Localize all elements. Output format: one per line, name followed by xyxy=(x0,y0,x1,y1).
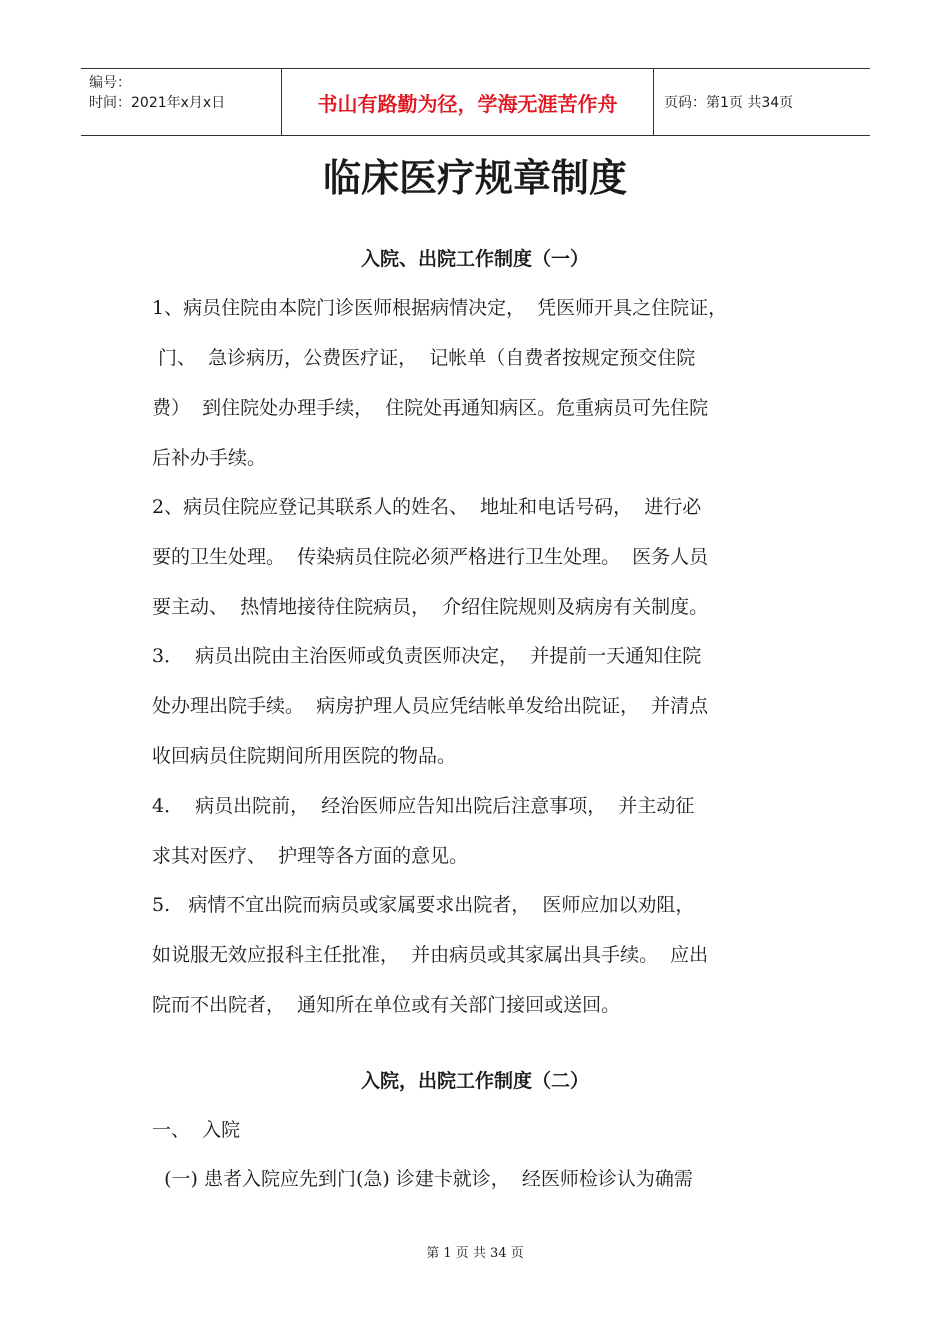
body-line: 5. 病情不宜出院而病员或家属要求出院者， 医师应加以劝阻， xyxy=(152,894,695,916)
body-line: (一) 患者入院应先到门(急) 诊建卡就诊， 经医师检诊认为确需 xyxy=(152,1168,693,1190)
time-label: 时间：2021年x月x日 xyxy=(89,95,226,111)
body-line: 一、 入院 xyxy=(152,1119,241,1141)
document-title: 临床医疗规章制度 xyxy=(322,155,627,200)
number-label: 编号： xyxy=(89,75,131,91)
body-line: 费） 到住院处办理手续， 住院处再通知病区。危重病员可先住院 xyxy=(152,397,709,419)
body-line: 3． 病员出院由主治医师或负责医师决定， 并提前一天通知住院 xyxy=(152,645,702,667)
body-line: 处办理出院手续。 病房护理人员应凭结帐单发给出院证， 并清点 xyxy=(152,695,709,717)
header-table xyxy=(81,68,870,136)
header-left-cell xyxy=(81,69,281,135)
body-line: 求其对医疗、 护理等各方面的意见。 xyxy=(152,845,469,867)
body-line: 收回病员住院期间所用医院的物品。 xyxy=(152,745,457,767)
body-line: 要主动、 热情地接待住院病员， 介绍住院规则及病房有关制度。 xyxy=(152,596,709,618)
motto: 书山有路勤为径，学海无涯苦作舟 xyxy=(281,69,654,135)
body-line: 1、病员住院由本院门诊医师根据病情决定， 凭医师开具之住院证， xyxy=(152,297,728,319)
body-line: 2、病员住院应登记其联系人的姓名、 地址和电话号码， 进行必 xyxy=(152,496,702,518)
page-footer: 第 1 页 共 34 页 xyxy=(426,1246,524,1261)
body-line: 要的卫生处理。 传染病员住院必须严格进行卫生处理。 医务人员 xyxy=(152,546,709,568)
section1-title: 入院、出院工作制度（一） xyxy=(360,248,589,270)
body-line: 后补办手续。 xyxy=(152,447,267,469)
body-line: 如说服无效应报科主任批准， 并由病员或其家属出具手续。 应出 xyxy=(152,944,709,966)
body-line: 院而不出院者， 通知所在单位或有关部门接回或送回。 xyxy=(152,994,621,1016)
body-line: 门、 急诊病历，公费医疗证， 记帐单（自费者按规定预交住院 xyxy=(152,347,696,369)
page-info: 页码：第1页 共34页 xyxy=(664,95,794,111)
body-line: 4． 病员出院前， 经治医师应告知出院后注意事项， 并主动征 xyxy=(152,795,695,817)
section2-title: 入院，出院工作制度（二） xyxy=(360,1070,589,1092)
